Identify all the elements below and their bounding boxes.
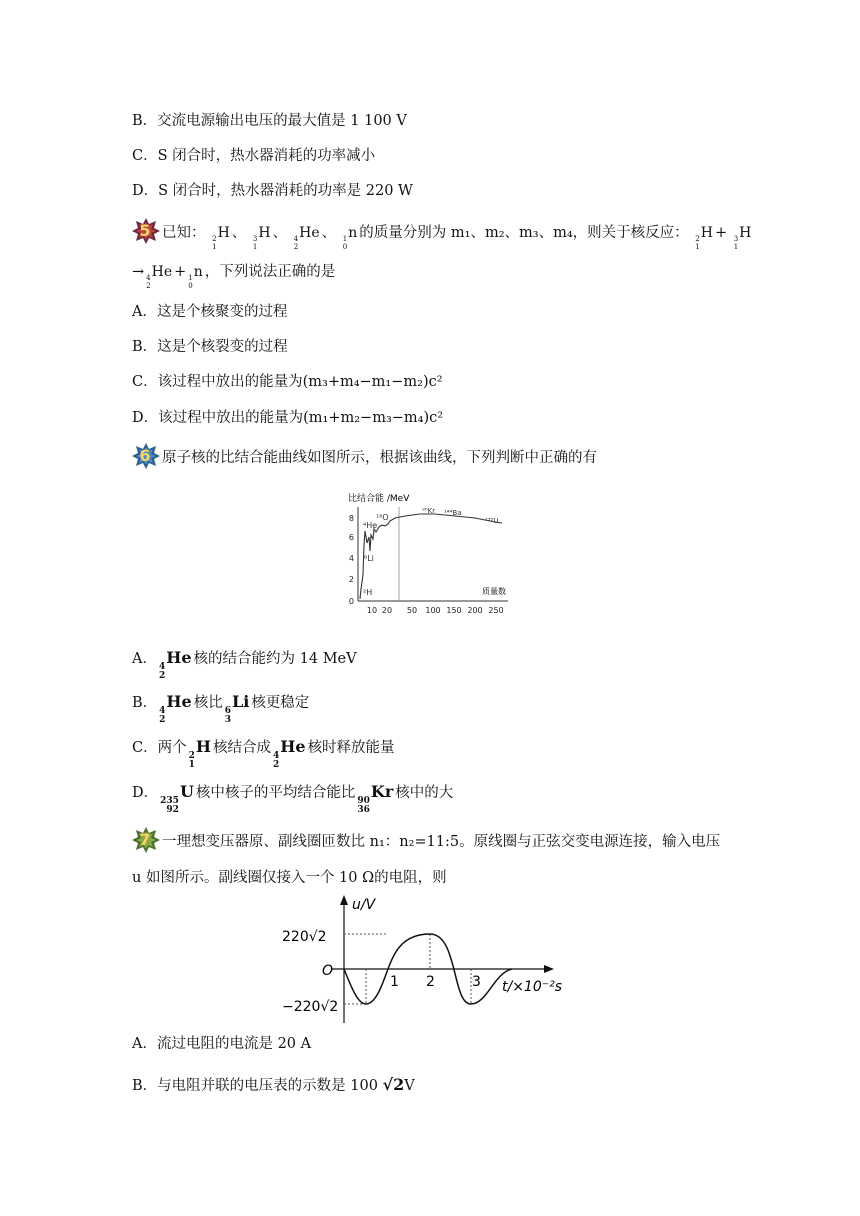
xtick-150: 150: [446, 606, 462, 615]
label-ba144: ¹⁴⁴Ba: [444, 509, 462, 517]
label-o16: ¹⁶O: [376, 513, 389, 522]
ytick-4: 4: [348, 554, 354, 563]
nuclide-n1: 1 0 n: [342, 225, 358, 251]
ymax-label: 220√2: [282, 929, 327, 945]
binding-energy-chart: [330, 485, 530, 620]
origin-label: O: [322, 963, 334, 979]
option-a-q7: A． 4 2 He 核的结合能约为 14 MeV: [132, 648, 357, 681]
xtick-2: 2: [426, 974, 435, 990]
ymin-label: −220√2: [282, 999, 339, 1015]
ytick-8: 8: [348, 514, 354, 523]
nuclide-h2: 2 1 H: [212, 225, 230, 251]
q8-intro-text: 一理想变压器原、副线圈匝数比 n₁：n₂=11:5。原线圈与正弦交变电源连接，输入电压: [162, 834, 721, 850]
voltage-ylabel: u/V: [352, 897, 376, 913]
xtick-100: 100: [425, 606, 441, 615]
binding-curve: [360, 514, 502, 599]
ytick-0: 0: [348, 597, 354, 606]
xtick-20: 20: [381, 606, 393, 615]
option-d-q6: D．该过程中放出的能量为(m₁+m₂−m₃−m₄)c²: [132, 410, 444, 426]
nuclide-h3: 3 1 H: [733, 225, 752, 251]
question-number-badge: 7: [132, 827, 160, 853]
label-li6: ⁶Li: [364, 554, 374, 563]
chart-xlabel: 质量数: [482, 587, 506, 596]
question-6-cont: → 4 2 He + 1 0 n ，下列说法正确的是: [132, 264, 336, 290]
option-c-q5: C．S 闭合时，热水器消耗的功率减小: [132, 148, 376, 164]
xtick-3: 3: [472, 974, 481, 990]
option-b-q5: B．交流电源输出电压的最大值是 1 100 V: [132, 113, 407, 129]
option-d-q7: D． 235 92 U 核中核子的平均结合能比 90 36 Kr 核中的大: [132, 782, 454, 815]
nuclide-he4: 4 2 He: [293, 225, 320, 251]
nuclide-kr90: 90 36 Kr: [357, 782, 394, 815]
question-7: [132, 443, 597, 469]
xtick-50: 50: [406, 606, 418, 615]
question-number-badge: 5: [132, 218, 160, 244]
question-8-cont: u 如图所示。副线圈仅接入一个 10 Ω的电阻，则: [132, 870, 447, 886]
nuclide-li6: 6 3 Li: [224, 692, 250, 725]
option-a-q8: A．流过电阻的电流是 20 A: [132, 1036, 312, 1052]
label-h2: ²H: [363, 588, 373, 597]
q6-intro-text: 已知：: [162, 225, 206, 241]
q6-mid-text: 的质量分别为 m₁、m₂、m₃、m₄，则关于核反应：: [359, 225, 689, 241]
voltage-chart: [282, 893, 572, 1028]
chart-ylabel: 比结合能 /MeV: [348, 494, 410, 504]
question-6: 5 已知： 2 1 H 、 3 1 H 、 4 2 He 、 1 0 n 的质量分别为 m₁、m₂、m₃、m₄，则关于核反应： 2 1 H + 3 1 H: [132, 218, 753, 251]
label-u235: ²³⁵U: [485, 517, 499, 525]
nuclide-he4: 4 2 He: [146, 264, 173, 290]
nuclide-u235: 235 92 U: [160, 782, 194, 815]
question-number-badge: 6: [132, 443, 160, 469]
q7-intro-text: 原子核的比结合能曲线如图所示，根据该曲线，下列判断中正确的有: [162, 450, 597, 466]
option-c-q6: C．该过程中放出的能量为(m₃+m₄−m₁−m₂)c²: [132, 374, 443, 390]
label-kr90: ⁹⁰Kr: [422, 507, 436, 515]
nuclide-he4: 4 2 He: [158, 648, 192, 681]
option-a-q6: A．这是个核聚变的过程: [132, 304, 288, 320]
sqrt2-symbol: √2: [382, 1075, 405, 1094]
question-8: [132, 827, 720, 853]
ytick-6: 6: [348, 533, 354, 542]
option-b-q6: B．这是个核裂变的过程: [132, 339, 288, 355]
xtick-250: 250: [488, 606, 504, 615]
option-c-q7: C．两个 2 1 H 核结合成 4 2 He 核时释放能量: [132, 737, 395, 770]
label-he4: ⁴He: [363, 521, 378, 530]
nuclide-he4: 4 2 He: [159, 692, 192, 725]
nuclide-h3: 3 1 H: [252, 225, 271, 251]
nuclide-h2: 2 1 H: [695, 225, 713, 251]
option-b-q8: B．与电阻并联的电压表的示数是 100 √2V: [132, 1075, 415, 1094]
xtick-200: 200: [467, 606, 483, 615]
xtick-10: 10: [366, 606, 378, 615]
nuclide-n1: 1 0 n: [188, 264, 203, 290]
option-b-q7: B． 4 2 He 核比 6 3 Li 核更稳定: [132, 692, 310, 725]
option-d-q5: D．S 闭合时，热水器消耗的功率是 220 W: [132, 183, 413, 199]
nuclide-he4: 4 2 He: [273, 737, 306, 770]
voltage-xlabel: t/×10⁻²s: [502, 979, 563, 995]
nuclide-h2: 2 1 H: [188, 737, 211, 770]
xtick-1: 1: [390, 974, 399, 990]
ytick-2: 2: [348, 575, 354, 584]
